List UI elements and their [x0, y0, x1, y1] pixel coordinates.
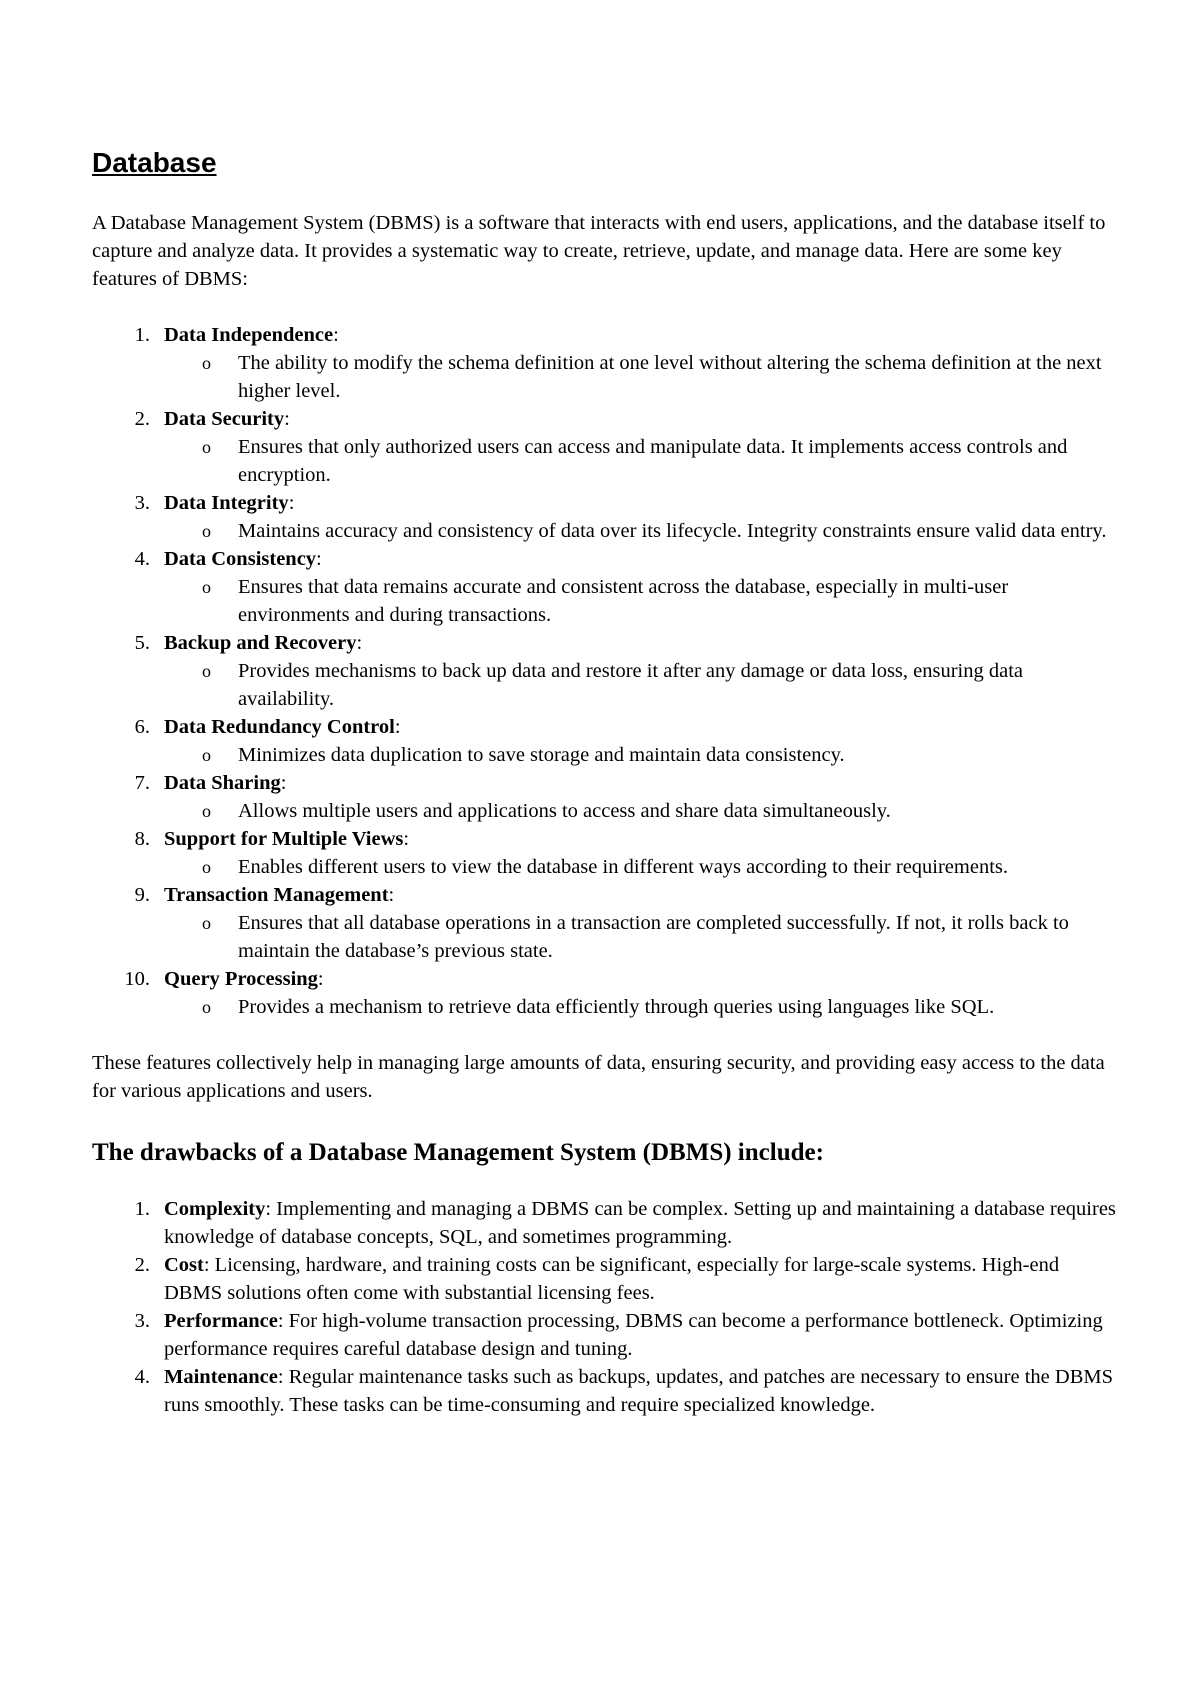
sub-bullet-icon: o: [202, 437, 211, 457]
feature-description-text: Ensures that data remains accurate and consistent across the database, especially in multi-user environments and during transactions.: [238, 576, 1009, 626]
drawback-text: : Licensing, hardware, and training costs can be significant, especially for large-scale systems. High-end DBMS solutions often come with substantial licensing fees.: [164, 1254, 1060, 1304]
feature-description-text: Enables different users to view the database in different ways according to their requirements.: [238, 856, 1009, 878]
feature-description-text: Minimizes data duplication to save storage and maintain data consistency.: [238, 744, 845, 766]
feature-number: 9.: [134, 884, 150, 906]
feature-colon: :: [356, 632, 363, 654]
feature-item: [92, 825, 1122, 881]
feature-name: Support for Multiple Views: [164, 828, 404, 850]
feature-description-text: The ability to modify the schema definition at one level without altering the schema definition at the next higher level.: [238, 352, 1102, 402]
feature-name: Query Processing: [164, 968, 318, 990]
drawback-name: Maintenance: [164, 1366, 278, 1388]
feature-number: 2.: [134, 408, 150, 430]
feature-item: [92, 545, 1122, 629]
feature-number: 3.: [134, 492, 150, 514]
drawbacks-heading: The drawbacks of a Database Management System (DBMS) include:: [92, 1139, 824, 1166]
feature-description-text: Maintains accuracy and consistency of data over its lifecycle. Integrity constraints ensure valid data entry.: [238, 520, 1107, 542]
feature-colon: :: [317, 968, 324, 990]
sub-bullet-icon: o: [202, 913, 211, 933]
feature-colon: :: [403, 828, 410, 850]
drawback-number: 3.: [134, 1310, 150, 1332]
feature-number: 8.: [134, 828, 150, 850]
feature-description: [92, 909, 1122, 965]
feature-description: [92, 993, 1122, 1021]
drawback-name: Complexity: [164, 1198, 266, 1220]
feature-item: [92, 713, 1122, 769]
feature-number: 4.: [134, 548, 150, 570]
sub-bullet-icon: o: [202, 801, 211, 821]
document-page: [92, 145, 1122, 1419]
feature-item: [92, 629, 1122, 713]
sub-bullet-icon: o: [202, 745, 211, 765]
feature-number: 7.: [134, 772, 150, 794]
feature-number: 10.: [124, 968, 150, 990]
feature-description-text: Provides mechanisms to back up data and restore it after any damage or data loss, ensuring data availability.: [238, 660, 1024, 710]
feature-colon: :: [280, 772, 287, 794]
feature-colon: :: [333, 324, 339, 346]
closing-paragraph: These features collectively help in managing large amounts of data, ensuring security, and providing easy access to the data for various applications and users.: [92, 1052, 1105, 1102]
feature-item: [92, 405, 1122, 489]
intro-paragraph: A Database Management System (DBMS) is a software that interacts with end users, applications, and the database itself to capture and analyze data. It provides a systematic way to create, retrieve, update, and manage data. Here are some key features of DBMS:: [92, 212, 1106, 290]
feature-item: [92, 965, 1122, 1021]
feature-description-text: Provides a mechanism to retrieve data efficiently through queries using languages like SQL.: [238, 996, 995, 1018]
feature-description: [92, 853, 1122, 881]
feature-name: Data Consistency: [164, 548, 317, 570]
feature-colon: :: [288, 492, 295, 514]
features-list: [92, 321, 1122, 1021]
drawback-number: 2.: [134, 1254, 150, 1276]
drawback-item: [92, 1307, 1122, 1363]
feature-description-text: Ensures that only authorized users can access and manipulate data. It implements access controls and encryption.: [238, 436, 1068, 486]
feature-description: [92, 573, 1122, 629]
drawback-text: : For high-volume transaction processing, DBMS can become a performance bottleneck. Optimizing performance requires careful database design and tuning.: [164, 1310, 1103, 1360]
sub-bullet-icon: o: [202, 857, 211, 877]
feature-number: 6.: [134, 716, 150, 738]
feature-description: [92, 797, 1122, 825]
feature-item: [92, 881, 1122, 965]
feature-item: [92, 489, 1122, 545]
feature-colon: :: [316, 548, 322, 570]
feature-name: Backup and Recovery: [164, 632, 357, 654]
sub-bullet-icon: o: [202, 997, 211, 1017]
drawback-name: Cost: [164, 1254, 204, 1276]
drawback-number: 1.: [134, 1198, 150, 1220]
feature-number: 5.: [134, 632, 150, 654]
feature-description: [92, 349, 1122, 405]
drawback-text: : Regular maintenance tasks such as backups, updates, and patches are necessary to ensure the DBMS runs smoothly. These tasks can be time-consuming and require specialized knowledge.: [164, 1366, 1113, 1416]
sub-bullet-icon: o: [202, 661, 211, 681]
feature-name: Data Integrity: [164, 492, 289, 514]
feature-name: Transaction Management: [164, 884, 389, 906]
feature-description: [92, 517, 1122, 545]
feature-item: [92, 769, 1122, 825]
feature-description: [92, 433, 1122, 489]
sub-bullet-icon: o: [202, 577, 211, 597]
feature-description: [92, 741, 1122, 769]
drawback-item: [92, 1195, 1122, 1251]
feature-name: Data Sharing: [164, 772, 281, 794]
sub-bullet-icon: o: [202, 521, 211, 541]
drawback-text: : Implementing and managing a DBMS can be complex. Setting up and maintaining a database requires knowledge of database concepts, SQL, and sometimes programming.: [164, 1198, 1116, 1248]
drawback-item: [92, 1251, 1122, 1307]
feature-number: 1.: [134, 324, 150, 346]
drawbacks-list: [92, 1195, 1122, 1419]
feature-colon: :: [388, 884, 395, 906]
feature-item: [92, 321, 1122, 405]
feature-name: Data Security: [164, 408, 285, 430]
drawback-item: [92, 1363, 1122, 1419]
document-title: Database: [92, 147, 217, 178]
feature-description-text: Allows multiple users and applications to access and share data simultaneously.: [238, 800, 891, 822]
feature-colon: :: [394, 716, 401, 738]
feature-name: Data Redundancy Control: [164, 716, 395, 738]
sub-bullet-icon: o: [202, 353, 211, 373]
feature-description-text: Ensures that all database operations in a transaction are completed successfully. If not, it rolls back to maintain the database’s previous state.: [238, 912, 1069, 962]
feature-name: Data Independence: [164, 324, 334, 346]
feature-colon: :: [284, 408, 290, 430]
feature-description: [92, 657, 1122, 713]
drawback-number: 4.: [134, 1366, 150, 1388]
drawback-name: Performance: [164, 1310, 278, 1332]
